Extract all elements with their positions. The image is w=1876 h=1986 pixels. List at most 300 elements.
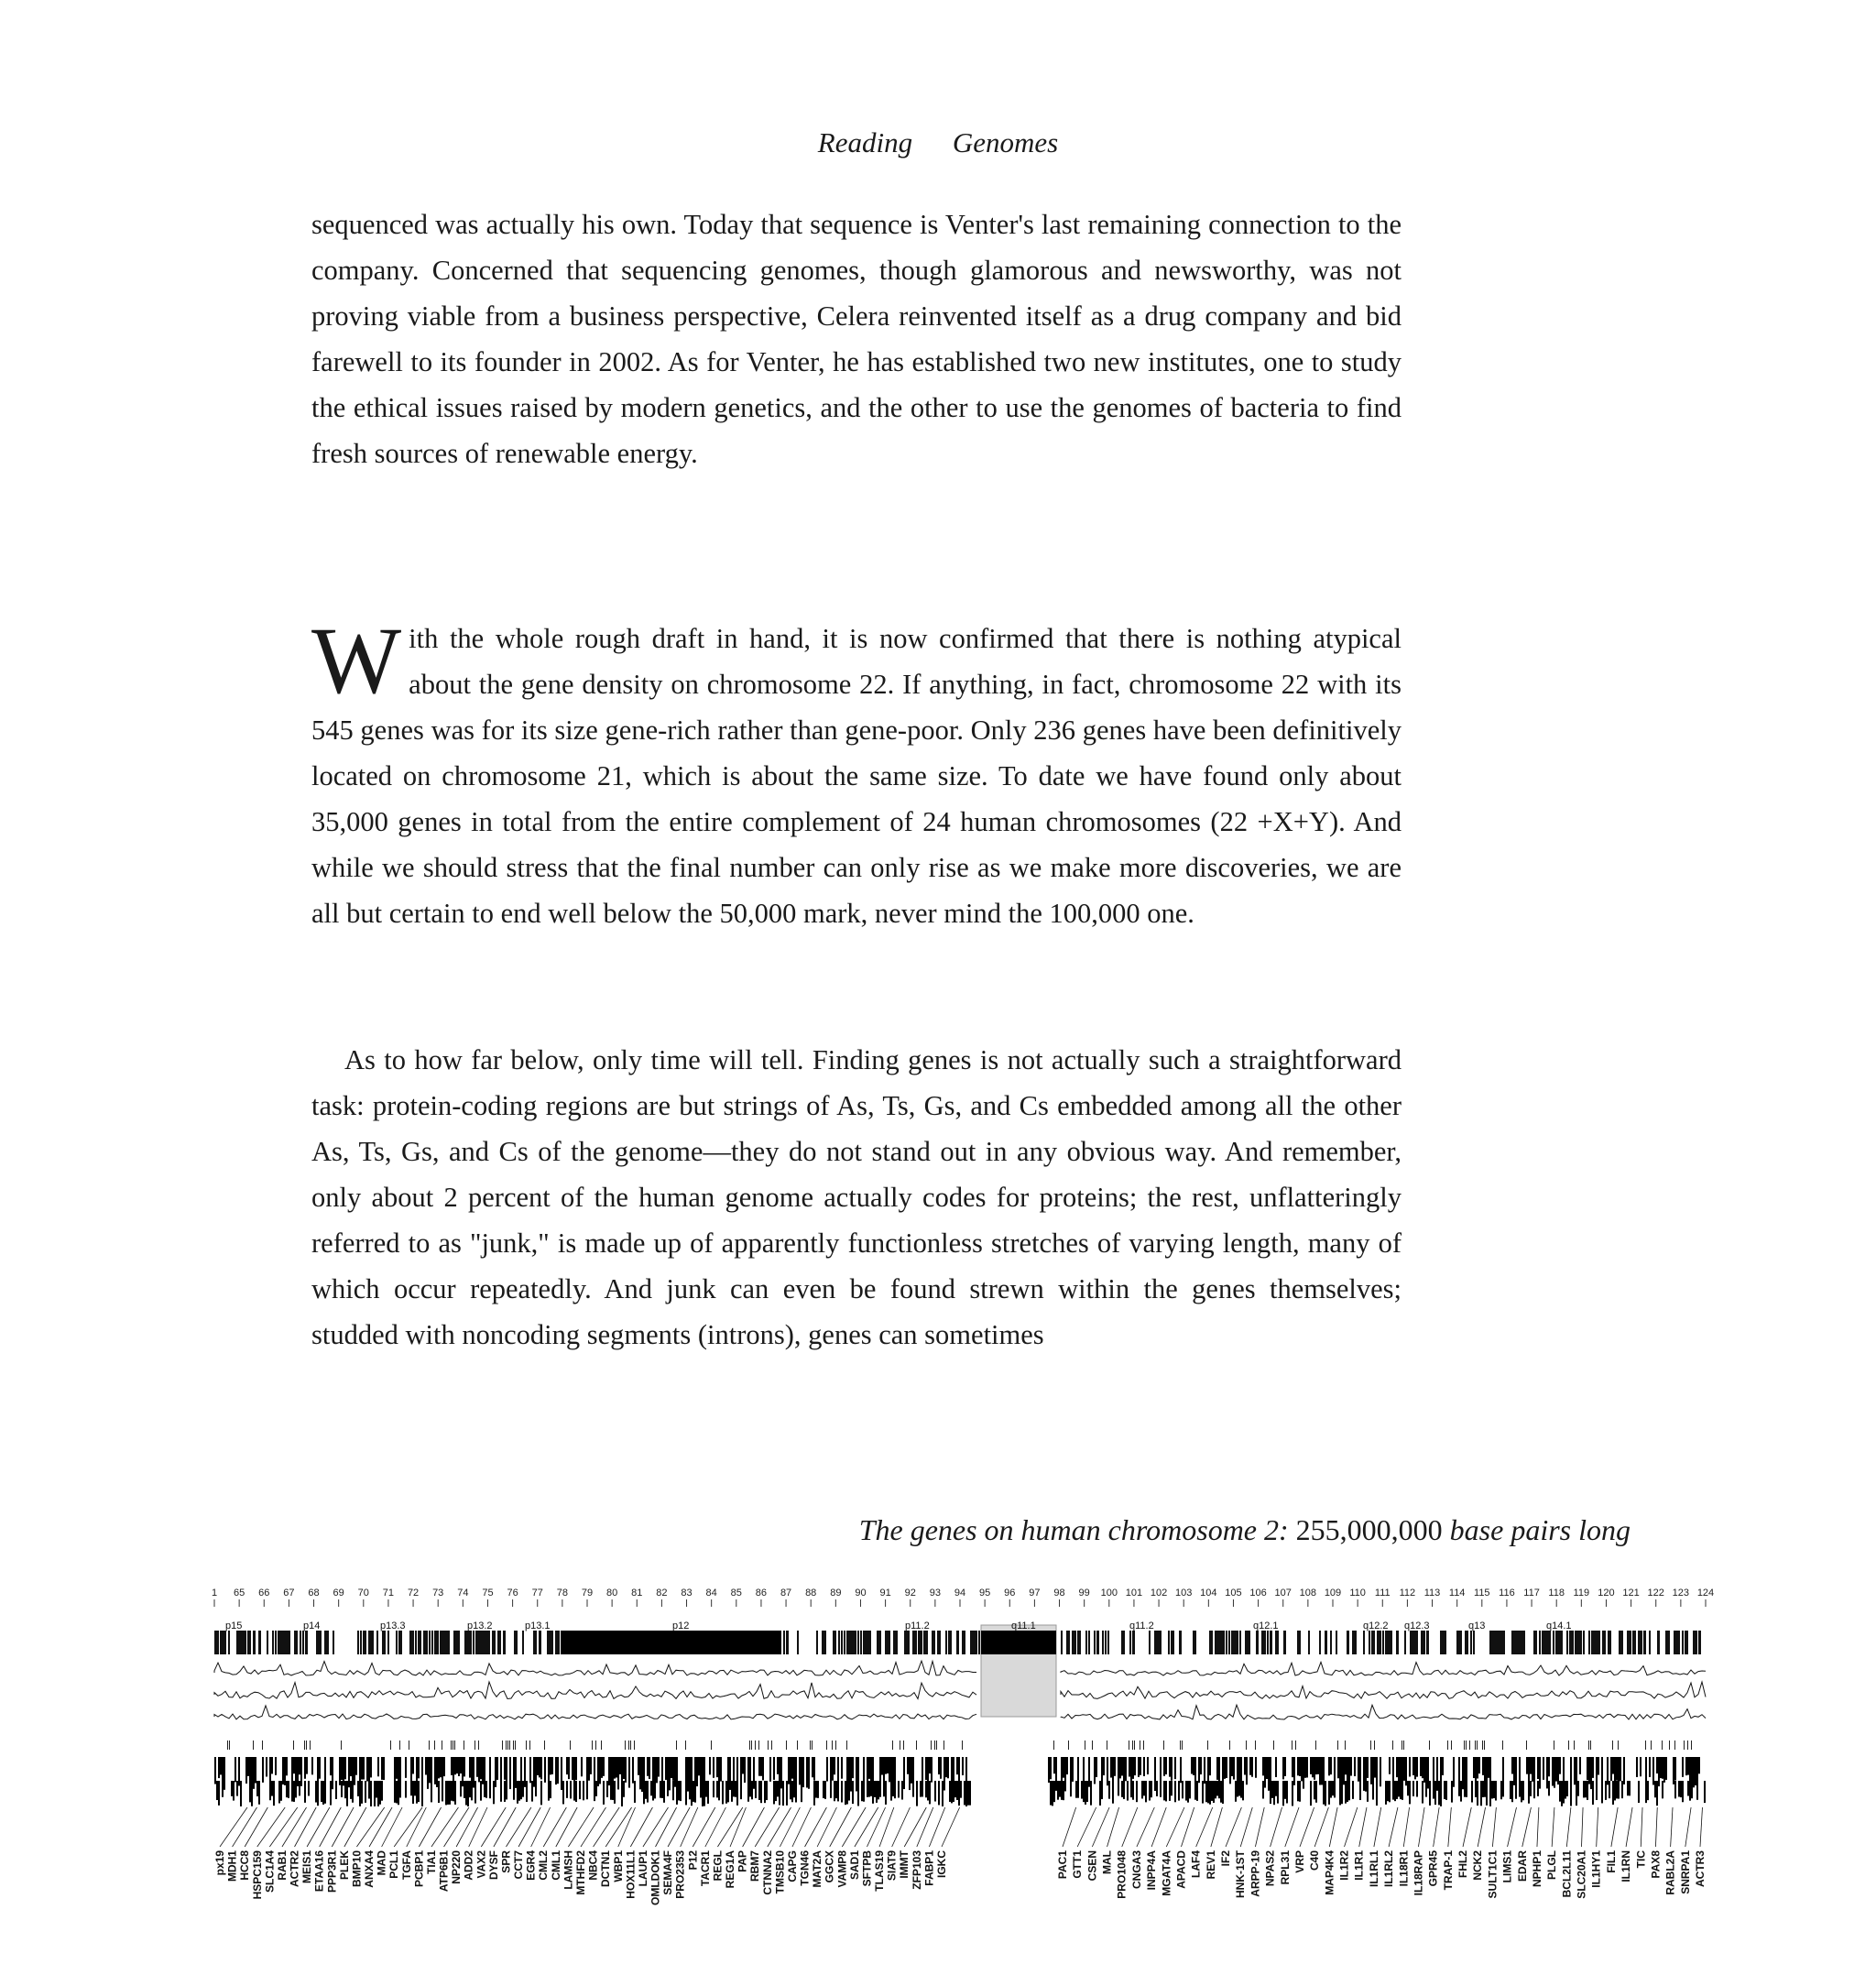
barcode-mark xyxy=(383,1757,385,1780)
barcode-mark xyxy=(755,1740,756,1750)
ideogram-segment xyxy=(1657,1631,1660,1654)
barcode-mark xyxy=(1658,1757,1660,1786)
barcode-mark xyxy=(1693,1757,1695,1787)
paragraph-2 xyxy=(311,608,1402,936)
barcode-mark xyxy=(1160,1781,1162,1797)
barcode-mark xyxy=(1620,1757,1621,1781)
barcode-mark xyxy=(561,1757,562,1790)
ideogram-segment xyxy=(253,1631,256,1654)
gene-label: VAX2 xyxy=(474,1850,488,1879)
barcode-mark xyxy=(1052,1781,1053,1806)
barcode-mark xyxy=(429,1740,430,1750)
band-label: q13 xyxy=(1468,1620,1486,1631)
ideogram-segment xyxy=(1553,1631,1554,1654)
ideogram-segment xyxy=(217,1631,219,1654)
barcode-mark xyxy=(1367,1757,1369,1778)
barcode-mark xyxy=(1493,1781,1495,1798)
barcode-mark xyxy=(460,1781,462,1796)
barcode-mark xyxy=(1436,1757,1438,1791)
barcode-mark xyxy=(1299,1781,1301,1802)
gene-label: FABP1 xyxy=(922,1850,936,1886)
barcode-mark xyxy=(1590,1740,1591,1750)
barcode-mark xyxy=(1273,1781,1275,1805)
ideogram-segment xyxy=(923,1631,926,1654)
barcode-mark xyxy=(920,1781,922,1797)
ideogram-segment xyxy=(921,1631,922,1654)
gene-leader-line xyxy=(295,1807,317,1847)
barcode-mark xyxy=(753,1757,755,1789)
ideogram-segment xyxy=(907,1631,910,1654)
gene-label: PAP xyxy=(736,1850,749,1872)
barcode-mark xyxy=(1548,1757,1550,1776)
gene-leader-line xyxy=(394,1807,422,1847)
barcode-mark xyxy=(1607,1757,1609,1784)
barcode-mark xyxy=(1266,1757,1268,1779)
gene-label: PRO1048 xyxy=(1115,1850,1129,1899)
gene-leader-line xyxy=(382,1807,402,1847)
barcode-mark xyxy=(1251,1757,1253,1777)
barcode-mark xyxy=(1440,1781,1442,1806)
gene-leader-line xyxy=(1418,1807,1424,1847)
barcode-mark xyxy=(603,1781,605,1805)
barcode-mark xyxy=(377,1757,379,1776)
barcode-mark xyxy=(1579,1757,1581,1774)
barcode-mark xyxy=(901,1781,903,1799)
barcode-mark xyxy=(1249,1757,1251,1775)
barcode-mark xyxy=(1315,1757,1317,1774)
barcode-mark xyxy=(1539,1757,1541,1789)
barcode-mark xyxy=(555,1757,557,1784)
barcode-mark xyxy=(1458,1781,1460,1796)
barcode-mark xyxy=(476,1757,478,1777)
ruler-tick-label: 71 xyxy=(382,1588,395,1599)
ideogram-segment xyxy=(448,1631,450,1654)
barcode-mark xyxy=(773,1757,775,1780)
barcode-mark xyxy=(1218,1781,1220,1798)
barcode-mark xyxy=(1433,1781,1434,1799)
barcode-mark xyxy=(570,1740,571,1750)
barcode-mark xyxy=(881,1757,883,1775)
gene-label: WBP1 xyxy=(611,1850,625,1882)
ideogram-segment xyxy=(1380,1631,1381,1654)
gene-leader-line xyxy=(743,1807,765,1847)
barcode-mark xyxy=(438,1757,440,1778)
barcode-mark xyxy=(1513,1757,1515,1785)
barcode-mark xyxy=(834,1781,835,1801)
ideogram-segment xyxy=(1388,1631,1391,1654)
ideogram-segment xyxy=(1627,1631,1630,1654)
barcode-mark xyxy=(643,1781,645,1804)
ideogram-segment xyxy=(360,1631,362,1654)
ideogram-segment xyxy=(470,1631,472,1654)
barcode-mark xyxy=(967,1781,969,1806)
barcode-mark xyxy=(1328,1781,1330,1805)
barcode-mark xyxy=(1704,1781,1706,1803)
barcode-mark xyxy=(614,1757,616,1779)
ideogram-segment xyxy=(852,1631,855,1654)
band-label: q12.2 xyxy=(1363,1620,1389,1631)
barcode-mark xyxy=(1081,1781,1083,1799)
barcode-mark xyxy=(623,1781,625,1797)
barcode-mark xyxy=(539,1757,540,1777)
barcode-mark xyxy=(956,1781,958,1800)
ideogram-segment xyxy=(418,1631,421,1654)
barcode-mark xyxy=(641,1757,643,1792)
barcode-mark xyxy=(1392,1781,1394,1800)
barcode-mark xyxy=(474,1781,476,1804)
barcode-mark xyxy=(751,1781,753,1799)
gene-label: LAUP1 xyxy=(636,1850,649,1887)
barcode-mark xyxy=(815,1781,817,1798)
barcode-mark xyxy=(612,1757,614,1782)
ideogram-segment xyxy=(1217,1631,1220,1654)
barcode-mark xyxy=(1271,1781,1273,1798)
barcode-mark xyxy=(1207,1781,1209,1803)
barcode-mark xyxy=(1526,1740,1527,1750)
barcode-mark xyxy=(1284,1757,1286,1776)
barcode-mark xyxy=(1376,1781,1378,1806)
barcode-mark xyxy=(368,1781,370,1798)
barcode-mark xyxy=(227,1740,228,1750)
barcode-mark xyxy=(240,1781,242,1806)
barcode-mark xyxy=(1299,1757,1301,1776)
barcode-mark xyxy=(1568,1740,1569,1750)
barcode-mark xyxy=(1226,1757,1227,1778)
barcode-mark xyxy=(1053,1781,1055,1802)
ideogram-segment xyxy=(844,1631,845,1654)
barcode-mark xyxy=(1585,1781,1587,1797)
gene-label: TGN46 xyxy=(798,1850,812,1886)
ideogram-segment xyxy=(423,1631,426,1654)
barcode-mark xyxy=(1614,1781,1616,1800)
barcode-mark xyxy=(1149,1781,1151,1801)
barcode-mark xyxy=(1096,1757,1097,1777)
barcode-mark xyxy=(1220,1781,1222,1803)
gene-leader-line xyxy=(1063,1807,1076,1847)
ideogram-segment xyxy=(539,1631,541,1654)
ideogram-segment xyxy=(816,1631,818,1654)
barcode-mark xyxy=(733,1781,735,1796)
barcode-mark xyxy=(603,1757,605,1776)
ideogram-segment xyxy=(1132,1631,1135,1654)
gene-label: MAD xyxy=(375,1850,388,1876)
barcode-mark xyxy=(319,1757,321,1779)
gene-leader-line xyxy=(1077,1807,1096,1847)
ideogram-segment xyxy=(456,1631,460,1654)
gene-leader-line xyxy=(1240,1807,1252,1847)
ideogram-segment xyxy=(1215,1631,1217,1654)
gene-leader-line xyxy=(668,1807,690,1847)
barcode-mark xyxy=(445,1781,447,1805)
barcode-mark xyxy=(841,1757,843,1779)
ruler-tick-label: 75 xyxy=(482,1588,494,1599)
ideogram-segment xyxy=(473,1631,474,1654)
barcode-mark xyxy=(925,1757,927,1780)
barcode-mark xyxy=(597,1757,599,1786)
ideogram-segment xyxy=(1264,1631,1266,1654)
barcode-mark xyxy=(760,1757,762,1776)
gene-label: REGL xyxy=(711,1850,725,1882)
barcode-mark xyxy=(1354,1757,1356,1776)
ideogram-segment xyxy=(822,1631,824,1654)
barcode-mark xyxy=(1554,1757,1555,1788)
ruler-tick-label: 113 xyxy=(1423,1588,1441,1599)
ideogram-segment xyxy=(1649,1631,1651,1654)
ideogram-segment xyxy=(533,1631,537,1654)
barcode-mark xyxy=(1070,1781,1072,1796)
barcode-mark xyxy=(381,1781,383,1801)
ruler-tick-label: 101 xyxy=(1125,1588,1143,1599)
barcode-mark xyxy=(1284,1781,1286,1799)
barcode-mark xyxy=(357,1781,359,1796)
barcode-mark xyxy=(1112,1757,1114,1781)
ruler-tick-label: 91 xyxy=(879,1588,891,1599)
barcode-mark xyxy=(399,1740,400,1750)
barcode-mark xyxy=(846,1740,847,1750)
barcode-mark xyxy=(713,1781,714,1797)
barcode-mark xyxy=(1229,1740,1230,1750)
barcode-mark xyxy=(837,1781,839,1801)
gene-leader-line xyxy=(581,1807,605,1847)
gene-leader-line xyxy=(1151,1807,1166,1847)
ideogram-segment xyxy=(547,1631,550,1654)
barcode-mark xyxy=(621,1757,623,1783)
barcode-mark xyxy=(1323,1757,1325,1782)
barcode-mark xyxy=(465,1781,467,1806)
gene-label: SEMA4F xyxy=(661,1850,675,1895)
barcode-mark xyxy=(249,1781,251,1802)
ideogram-segment xyxy=(838,1631,840,1654)
barcode-mark xyxy=(1314,1757,1315,1780)
barcode-mark xyxy=(471,1781,473,1800)
barcode-mark xyxy=(324,1781,326,1804)
barcode-mark xyxy=(951,1781,953,1803)
barcode-mark xyxy=(478,1740,479,1750)
barcode-mark xyxy=(938,1757,940,1774)
barcode-mark xyxy=(1127,1781,1129,1801)
barcode-mark xyxy=(233,1781,234,1801)
ideogram-segment xyxy=(522,1631,524,1654)
barcode-mark xyxy=(548,1781,550,1801)
barcode-mark xyxy=(958,1781,960,1806)
ideogram-segment xyxy=(324,1631,327,1654)
caption-italic: The genes on human chromosome 2: xyxy=(858,1513,1289,1546)
gene-leader-line xyxy=(543,1807,566,1847)
barcode-mark xyxy=(667,1781,669,1796)
ideogram-segment xyxy=(1094,1631,1096,1654)
ruler-tick-label: 98 xyxy=(1053,1588,1065,1599)
ruler-tick-label: 120 xyxy=(1598,1588,1615,1599)
barcode-mark xyxy=(1429,1740,1430,1750)
barcode-mark xyxy=(1345,1740,1346,1750)
barcode-mark xyxy=(694,1757,696,1782)
barcode-mark xyxy=(1464,1740,1465,1750)
barcode-mark xyxy=(713,1757,714,1778)
barcode-mark xyxy=(330,1781,332,1806)
barcode-mark xyxy=(689,1781,691,1799)
gene-label: IL1RN xyxy=(1620,1850,1633,1882)
barcode-mark xyxy=(1577,1781,1579,1796)
barcode-mark xyxy=(1050,1781,1052,1806)
ideogram-segment xyxy=(1443,1631,1446,1654)
ruler-tick-label: 109 xyxy=(1324,1588,1342,1599)
gene-leader-line xyxy=(269,1807,297,1847)
barcode-mark xyxy=(473,1757,474,1788)
gene-leader-line xyxy=(879,1807,894,1847)
barcode-mark xyxy=(256,1781,258,1796)
barcode-mark xyxy=(870,1757,872,1784)
gene-leader-line xyxy=(1374,1807,1381,1847)
barcode-mark xyxy=(813,1781,815,1806)
barcode-mark xyxy=(304,1781,306,1803)
barcode-mark xyxy=(791,1781,793,1802)
ideogram-segment xyxy=(1275,1631,1279,1654)
barcode-mark xyxy=(438,1781,440,1803)
barcode-mark xyxy=(474,1740,475,1750)
barcode-mark xyxy=(1484,1740,1485,1750)
barcode-mark xyxy=(1154,1757,1156,1791)
ideogram-segment xyxy=(1102,1631,1104,1654)
barcode-mark xyxy=(1647,1781,1649,1800)
gene-label: NP220 xyxy=(450,1850,464,1884)
ideogram-segment xyxy=(824,1631,826,1654)
gene-label: VRP xyxy=(1292,1850,1306,1873)
ruler-tick-label: 117 xyxy=(1523,1588,1540,1599)
gene-leader-line xyxy=(1522,1807,1532,1847)
barcode-mark xyxy=(835,1740,836,1750)
gene-leader-line xyxy=(1641,1807,1642,1847)
gene-leader-line xyxy=(929,1807,944,1847)
ideogram-segment xyxy=(1522,1631,1525,1654)
barcode-mark xyxy=(418,1757,420,1778)
gene-label: NBC4 xyxy=(586,1850,600,1881)
gene-label: VAMP8 xyxy=(835,1850,849,1888)
gene-leader-line xyxy=(780,1807,800,1847)
barcode-mark xyxy=(894,1781,896,1798)
ideogram-segment xyxy=(1355,1631,1357,1654)
barcode-mark xyxy=(1182,1740,1183,1750)
ideogram-segment xyxy=(1685,1631,1688,1654)
ideogram-segment xyxy=(486,1631,490,1654)
ideogram-segment xyxy=(1682,1631,1684,1654)
gene-leader-line xyxy=(1196,1807,1213,1847)
barcode-mark xyxy=(1601,1757,1603,1781)
barcode-mark xyxy=(643,1757,645,1784)
barcode-mark xyxy=(687,1757,689,1792)
ideogram-segment xyxy=(868,1631,871,1654)
barcode-mark xyxy=(956,1757,958,1774)
gene-leader-line xyxy=(344,1807,366,1847)
barcode-mark xyxy=(878,1781,879,1799)
ideogram-segment xyxy=(272,1631,274,1654)
barcode-mark xyxy=(529,1740,530,1750)
barcode-mark xyxy=(271,1757,273,1773)
barcode-mark xyxy=(1385,1781,1387,1805)
barcode-mark xyxy=(1629,1781,1631,1795)
ideogram-segment xyxy=(962,1631,965,1654)
barcode-mark xyxy=(727,1781,729,1802)
gene-label: REV1 xyxy=(1204,1850,1217,1880)
barcode-mark xyxy=(493,1781,495,1804)
gene-leader-line xyxy=(730,1807,746,1847)
barcode-mark xyxy=(630,1740,631,1750)
ruler-tick-label: 88 xyxy=(805,1588,817,1599)
gene-label: ATP6B1 xyxy=(437,1850,451,1893)
barcode-mark xyxy=(366,1757,368,1782)
barcode-mark xyxy=(1189,1781,1191,1798)
ideogram-segment xyxy=(1270,1631,1272,1654)
ideogram-segment xyxy=(1226,1631,1227,1654)
barcode-mark xyxy=(306,1757,308,1774)
barcode-mark xyxy=(647,1757,649,1776)
gene-leader-line xyxy=(431,1807,458,1847)
barcode-mark xyxy=(1286,1781,1288,1804)
barcode-mark xyxy=(1209,1757,1211,1775)
barcode-mark xyxy=(663,1781,665,1803)
barcode-mark xyxy=(482,1757,484,1784)
barcode-mark xyxy=(339,1757,341,1785)
barcode-mark xyxy=(965,1757,967,1785)
ideogram-segment xyxy=(305,1631,308,1654)
barcode-mark xyxy=(234,1757,236,1782)
barcode-mark xyxy=(1237,1757,1238,1784)
ideogram-segment xyxy=(1088,1631,1090,1654)
ideogram-segment xyxy=(1608,1631,1611,1654)
ideogram-segment xyxy=(1641,1631,1642,1654)
barcode-mark xyxy=(573,1781,575,1801)
barcode-mark xyxy=(431,1781,432,1802)
barcode-mark xyxy=(711,1740,712,1750)
barcode-mark xyxy=(1477,1781,1478,1806)
barcode-mark xyxy=(716,1781,718,1797)
barcode-mark xyxy=(1588,1740,1589,1750)
barcode-mark xyxy=(808,1757,810,1789)
barcode-mark xyxy=(1621,1781,1623,1798)
gene-label: EDAR xyxy=(1515,1850,1529,1882)
barcode-mark xyxy=(1209,1781,1211,1805)
barcode-mark xyxy=(704,1781,705,1806)
barcode-mark xyxy=(1231,1757,1233,1776)
ideogram-segment xyxy=(1698,1631,1701,1654)
gene-leader-line xyxy=(456,1807,477,1847)
barcode-mark xyxy=(749,1740,750,1750)
ruler-tick-label: 112 xyxy=(1399,1588,1416,1599)
barcode-mark xyxy=(850,1757,852,1792)
barcode-mark xyxy=(1182,1781,1183,1798)
ideogram-segment xyxy=(1577,1631,1580,1654)
barcode-mark xyxy=(872,1781,874,1804)
barcode-mark xyxy=(676,1781,678,1805)
ruler-tick-label: 116 xyxy=(1499,1588,1515,1599)
barcode-mark xyxy=(1229,1757,1231,1784)
barcode-mark xyxy=(870,1781,872,1796)
barcode-mark xyxy=(1396,1781,1398,1799)
gene-leader-line xyxy=(1597,1807,1598,1847)
gene-leader-line xyxy=(1671,1807,1673,1847)
ruler-tick-label: 72 xyxy=(407,1588,420,1599)
barcode-mark xyxy=(449,1781,451,1805)
barcode-mark xyxy=(1434,1781,1436,1805)
ruler-tick-label: 121 xyxy=(1622,1588,1640,1599)
barcode-mark xyxy=(672,1757,674,1781)
barcode-mark xyxy=(581,1757,583,1776)
ideogram-segment xyxy=(926,1631,928,1654)
gene-label: PAC1 xyxy=(1056,1850,1069,1880)
barcode-mark xyxy=(321,1781,322,1802)
barcode-mark xyxy=(826,1757,828,1782)
gene-leader-line xyxy=(1255,1807,1264,1847)
ideogram-segment xyxy=(1583,1631,1585,1654)
